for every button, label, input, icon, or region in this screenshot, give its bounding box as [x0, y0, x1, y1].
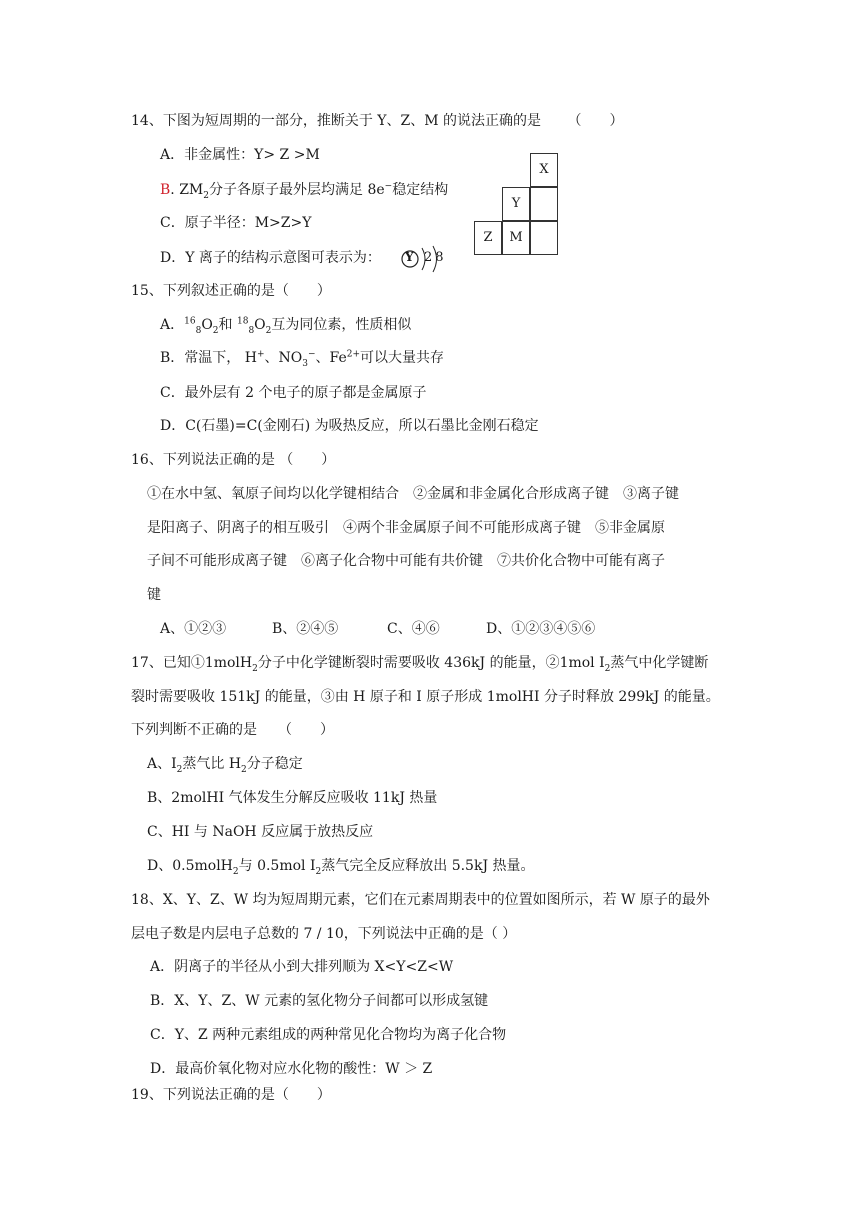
q16-stem: 16、下列说法正确的是 （ ）	[131, 452, 336, 468]
q18-option-a: A．阴离子的半径从小到大排列顺为 X<Y<Z<W	[150, 959, 454, 975]
q17-stem-line: 下列判断不正确的是 （ ）	[131, 722, 334, 738]
q16-option-c: C、④⑥	[387, 621, 440, 637]
q14-option-b-letter: B	[160, 182, 171, 198]
q16-option-b: B、②④⑤	[272, 621, 339, 637]
q19-stem: 19、下列说法正确的是（ ）	[131, 1087, 331, 1103]
q18-option-d: D．最高价氧化物对应水化物的酸性：W ＞ Z	[150, 1061, 433, 1077]
q16-body-line: 键	[147, 587, 161, 603]
cell-z: Z	[474, 221, 502, 255]
q14-answer-paren: （ ）	[567, 113, 624, 129]
q15-option-d: D．C(石墨)=C(金刚石) 为吸热反应，所以石墨比金刚石稳定	[160, 418, 539, 434]
q16-body-line: ①在水中氢、氧原子间均以化学键相结合 ②金属和非金属化合形成离子键 ③离子键	[147, 486, 679, 502]
q18-stem-line: 层电子数是内层电子总数的 7 / 10，下列说法中正确的是（ ）	[131, 926, 517, 942]
q17-stem-line: 裂时需要吸收 151kJ 的能量，③由 H 原子和 I 原子形成 1molHI 分子时释放 299kJ 的能量。	[131, 689, 720, 705]
q17-option-b: B、2molHI 气体发生分解反应吸收 11kJ 热量	[147, 790, 438, 806]
q16-body-line: 子间不可能形成离子键 ⑥离子化合物中可能有共价键 ⑦共价化合物中可能有离子	[147, 553, 665, 569]
q18-option-c: C．Y、Z 两种元素组成的两种常见化合物均为离子化合物	[150, 1027, 507, 1043]
cell-y: Y	[502, 187, 530, 221]
q14-option-b: B. $ZM_2$分子各原子最外层均满足 8e−稳定结构	[160, 181, 449, 201]
q15-option-b: B．常温下， H+、$NO_3^-$、$Fe^{2+}$可以大量共存	[160, 349, 445, 369]
q14-stem: 14、下图为短周期的一部分，推断关于 Y、Z、M 的说法正确的是 （ ）	[131, 113, 624, 129]
q18-option-b: B．X、Y、Z、W 元素的氢化物分子间都可以形成氢键	[150, 993, 489, 1009]
q15-option-a: A．$^{16}_8O_2$和 $^{18}_8O_2$互为同位素，性质相似	[160, 316, 412, 336]
q15-stem: 15、下列叙述正确的是（ ）	[131, 283, 331, 299]
cell-empty	[530, 221, 558, 255]
q14-option-d: D．Y 离子的结构示意图可表示为：	[160, 250, 381, 266]
q16-option-d: D、①②③④⑤⑥	[486, 621, 596, 637]
q17-option-d: D、0.5molH$_2$与 0.5mol $I_2$蒸气完全反应释放出 5.5kJ 热量。	[147, 858, 535, 877]
q14-option-c: C．原子半径：M>Z>Y	[160, 215, 312, 231]
q14-option-a: A．非金属性：Y> Z >M	[160, 147, 320, 163]
q17-option-c: C、HI 与 NaOH 反应属于放热反应	[147, 824, 374, 840]
q18-stem-line: 18、X、Y、Z、W 均为短周期元素，它们在元素周期表中的位置如图所示，若 W 原子的最外	[131, 892, 710, 908]
q16-body-line: 是阳离子、阴离子的相互吸引 ④两个非金属原子间不可能形成离子键 ⑤非金属原	[147, 520, 665, 536]
q16-option-a: A、①②③	[160, 621, 227, 637]
ion-shell-electrons: 28	[424, 250, 447, 265]
cell-m: M	[502, 221, 530, 255]
ion-structure-diagram	[400, 244, 448, 274]
q17-stem-line: 17、已知①1molH$_2$分子中化学键断裂时需要吸收 436kJ 的能量，②1mol $I_2$蒸气中化学键断	[131, 655, 709, 674]
cell-empty	[530, 187, 558, 221]
cell-x: X	[530, 153, 558, 187]
q17-option-a: A、$I_2$蒸气比 $H_2$分子稳定	[147, 756, 303, 775]
q15-option-c: C．最外层有 2 个电子的原子都是金属原子	[160, 385, 427, 401]
ion-nucleus-label: Y	[405, 250, 414, 264]
